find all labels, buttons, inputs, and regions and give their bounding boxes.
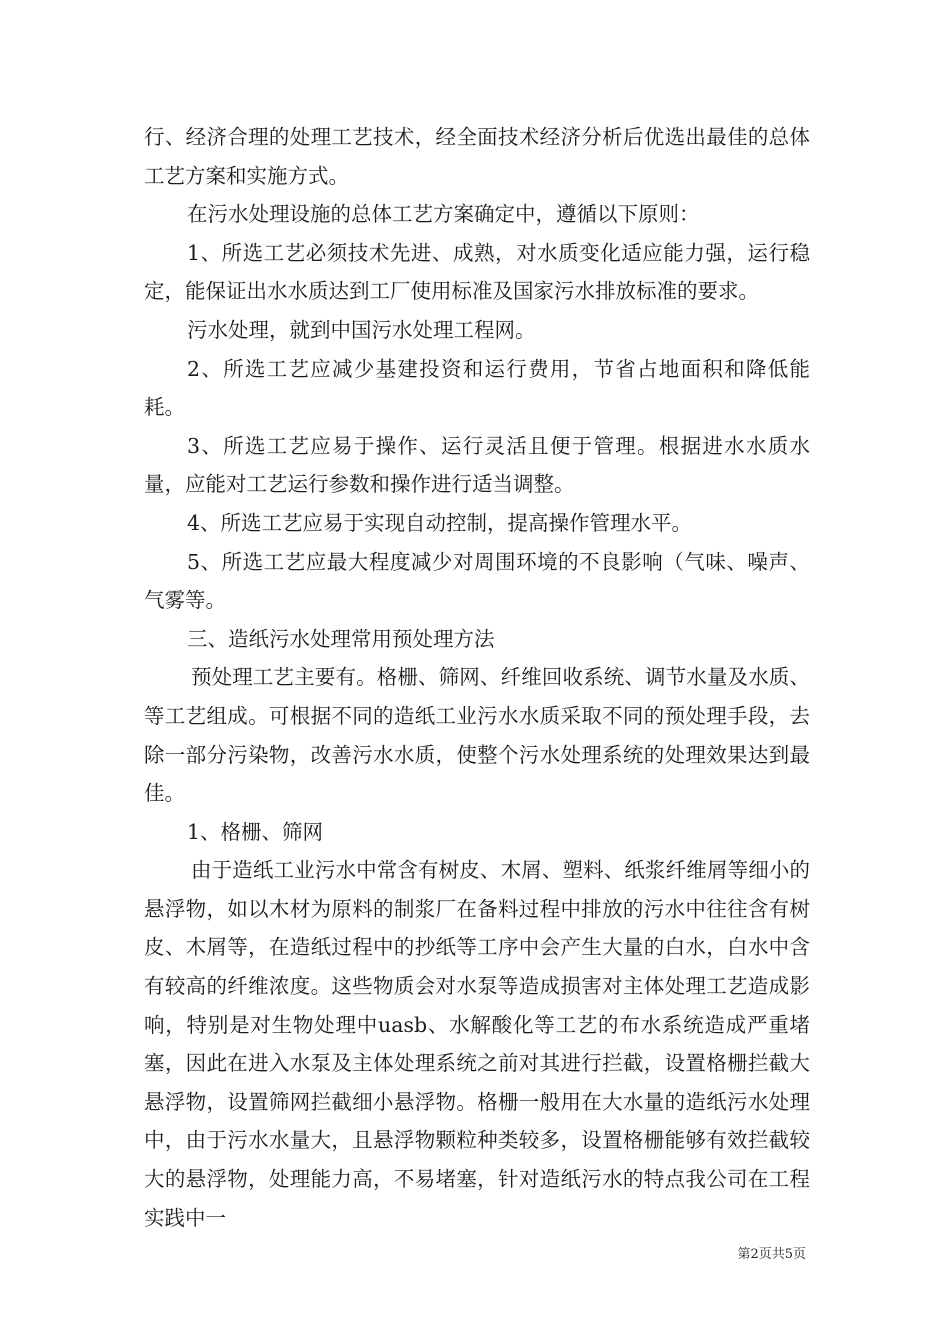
document-body bbox=[144, 118, 810, 1237]
paragraph: 行、经济合理的处理工艺技术，经全面技术经济分析后优选出最佳的总体工艺方案和实施方式。 bbox=[144, 125, 810, 188]
paragraph: 4、所选工艺应易于实现自动控制，提高操作管理水平。 bbox=[187, 510, 693, 535]
paragraph: 污水处理，就到中国污水处理工程网。 bbox=[187, 317, 536, 342]
paragraph: 3、所选工艺应易于操作、运行灵活且便于管理。根据进水水质水量，应能对工艺运行参数和操作进行适当调整。 bbox=[144, 433, 810, 497]
paragraph: 由于造纸工业污水中常含有树皮、木屑、塑料、纸浆纤维屑等细小的悬浮物，如以木材为原料的制浆厂在备料过程中排放的污水中往往含有树皮、木屑等，在造纸过程中的抄纸等工序中会产生大量的白水，白水中含有较高的纤维浓度。这些物质会对水泵等造成损害对主体处理工艺造成影响，特别是对生物处理中uasb、水解酸化等工艺的布水系统造成严重堵塞，因此在进入水泵及主体处理系统之前对其进行拦截，设置格栅拦截大悬浮物，设置筛网拦截细小悬浮物。格栅一般用在大水量的造纸污水处理中，由于污水水量大，且悬浮物颗粒种类较多，设置格栅能够有效拦截较大的悬浮物，处理能力高，不易堵塞，针对造纸污水的特点我公司在工程实践中一 bbox=[144, 858, 810, 1230]
page-number: 第2页共5页 bbox=[737, 1247, 806, 1262]
subsection-heading: 1、格栅、筛网 bbox=[187, 819, 324, 844]
paragraph: 5、所选工艺应最大程度减少对周围环境的不良影响（气味、噪声、气雾等。 bbox=[144, 549, 810, 613]
paragraph: 2、所选工艺应减少基建投资和运行费用，节省占地面积和降低能耗。 bbox=[144, 356, 810, 420]
paragraph: 1、所选工艺必须技术先进、成熟，对水质变化适应能力强，运行稳定，能保证出水水质达到工厂使用标准及国家污水排放标准的要求。 bbox=[144, 240, 810, 304]
section-heading: 三、造纸污水处理常用预处理方法 bbox=[187, 626, 495, 651]
paragraph: 在污水处理设施的总体工艺方案确定中，遵循以下原则： bbox=[187, 202, 700, 227]
paragraph: 预处理工艺主要有。格栅、筛网、纤维回收系统、调节水量及水质、等工艺组成。可根据不同的造纸工业污水水质采取不同的预处理手段，去除一部分污染物，改善污水水质，使整个污水处理系统的处理效果达到最佳。 bbox=[144, 665, 810, 806]
